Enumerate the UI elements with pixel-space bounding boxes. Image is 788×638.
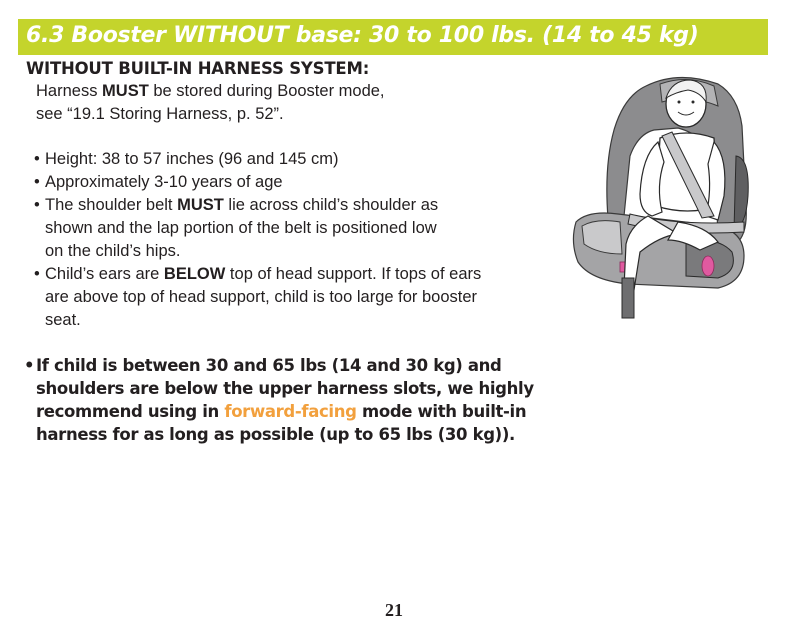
section-header-bar [18,19,768,55]
intro-text: be stored during Booster mode, [148,82,385,100]
list-item-height [34,148,574,171]
section-title: 6.3 Booster WITHOUT base: 30 to 100 lbs. (14 to 45 kg) [26,23,699,48]
list-item-ears [34,263,574,332]
booster-seat-icon [568,66,766,334]
ears-line-1 [45,263,574,286]
intro-paragraph [36,80,476,126]
note-text: recommend using in [36,402,225,421]
ears-line-3: seat. [45,311,81,329]
age-text: • Approximately 3-10 years of age [45,173,283,191]
belt-line-1 [45,194,574,217]
recommendation-note [24,354,596,446]
note-text: mode with built-in [356,402,527,421]
subheading: WITHOUT BUILT-IN HARNESS SYSTEM: [26,59,370,78]
ears-emphasis: BELOW [163,265,226,283]
ears-text: top of head support. If tops of ears [225,265,482,283]
belt-text: The shoulder belt [45,196,178,214]
child-in-booster-seat-illustration [568,66,766,334]
requirements-list [34,148,574,332]
note-line-1: • If child is between 30 and 65 lbs (14 and 30 kg) and [36,356,502,375]
list-item-shoulder-belt [34,194,574,263]
list-item-age [34,171,574,194]
note-line-3 [36,400,596,423]
note-line-2: shoulders are below the upper harness slots, we highly [36,379,534,398]
intro-text: Harness [36,82,103,100]
note-line-4: harness for as long as possible (up to 65 lbs (30 kg)). [36,425,515,444]
page-number: 21 [385,600,403,620]
intro-emphasis: MUST [102,82,149,100]
belt-emphasis: MUST [177,196,224,214]
belt-line-3: on the child’s hips. [45,242,181,260]
forward-facing-highlight: forward-facing [224,402,357,421]
belt-text: lie across child’s shoulder as [223,196,439,214]
height-text: • Height: 38 to 57 inches (96 and 145 cm) [45,150,339,168]
belt-line-2: shown and the lap portion of the belt is positioned low [45,219,437,237]
ears-text: Child’s ears are [45,265,164,283]
ears-line-2: are above top of head support, child is too large for booster [45,288,478,306]
intro-line-2: see “19.1 Storing Harness, p. 52”. [36,105,284,123]
intro-line-1 [36,80,476,103]
